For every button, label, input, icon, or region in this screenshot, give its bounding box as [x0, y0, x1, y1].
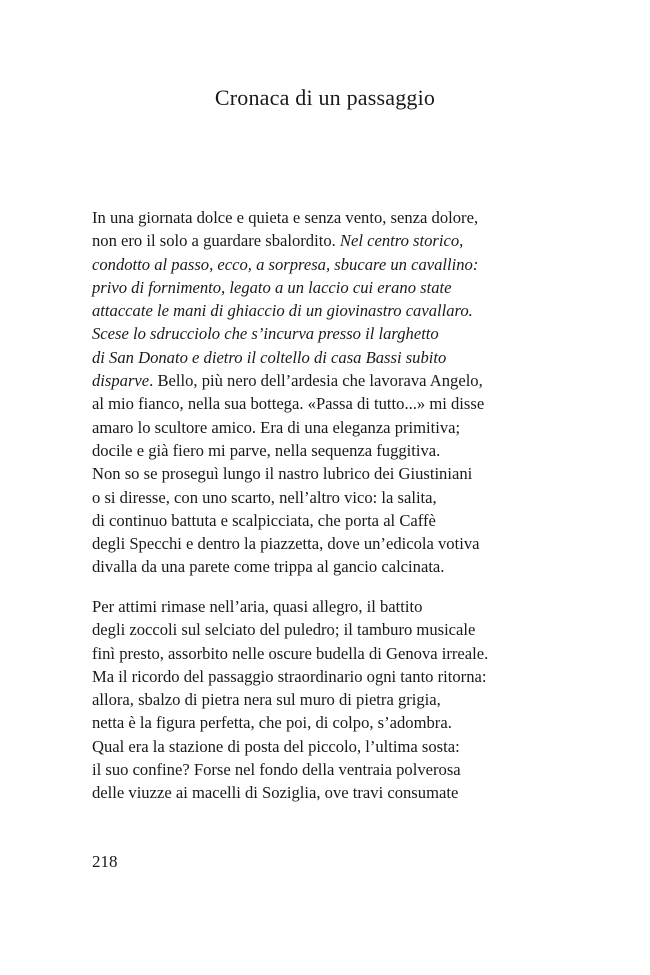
page-title: Cronaca di un passaggio	[214, 85, 436, 110]
poem-line-italic: disparve	[92, 371, 150, 391]
poem-line: netta è la figura perfetta, che poi, di colpo, s’adombra.	[92, 713, 452, 733]
poem-line: Non so se proseguì lungo il nastro lubrico dei Giustiniani	[92, 464, 473, 484]
poem-line: finì presto, assorbito nelle oscure budella di Genova irreale.	[92, 643, 489, 663]
poem-line: divalla da una parete come trippa al gancio calcinata.	[92, 557, 445, 577]
poem-line: Ma il ricordo del passaggio straordinario ogni tanto ritorna:	[92, 666, 487, 686]
poem-line: o si diresse, con uno scarto, nell’altro vico: la salita,	[92, 487, 437, 507]
stanza-2	[92, 595, 562, 805]
poem-line: il suo confine? Forse nel fondo della ventraia polverosa	[92, 760, 461, 780]
poem-line: delle viuzze ai macelli di Soziglia, ove travi consumate	[92, 783, 459, 803]
page-number: 218	[92, 852, 118, 871]
poem-line: al mio fianco, nella sua bottega. «Passa di tutto...» mi disse	[92, 394, 485, 414]
poem-line: degli Specchi e dentro la piazzetta, dove un’edicola votiva	[92, 534, 480, 554]
poem-line-roman: . Bello, più nero dell’ardesia che lavorava Angelo,	[149, 371, 483, 391]
poem-line: Qual era la stazione di posta del piccolo, l’ultima sosta:	[92, 736, 460, 756]
poem-line: attaccate le mani di ghiaccio di un giovinastro cavallaro.	[92, 301, 473, 321]
poem-line: Per attimi rimase nell’aria, quasi allegro, il battito	[92, 597, 423, 616]
poem-line: degli zoccoli sul selciato del puledro; il tamburo musicale	[92, 620, 476, 640]
poem-line	[92, 369, 562, 392]
poem-line: privo di fornimento, legato a un laccio cui erano state	[92, 277, 452, 297]
poem-line: condotto al passo, ecco, a sorpresa, sbucare un cavallino:	[92, 254, 479, 274]
poem-line: allora, sbalzo di pietra nera sul muro di pietra grigia,	[92, 690, 441, 710]
poem-line: In una giornata dolce e quieta e senza vento, senza dolore,	[92, 208, 479, 227]
poem-line-roman: non ero il solo a guardare sbalordito.	[92, 231, 340, 251]
poem-line	[92, 229, 562, 252]
poem-line: Scese lo sdrucciolo che s’incurva presso il larghetto	[92, 324, 439, 344]
poem-line: di San Donato e dietro il coltello di casa Bassi subito	[92, 347, 447, 367]
poem-line-italic: Nel centro storico,	[339, 231, 464, 251]
poem-line: amaro lo scultore amico. Era di una eleganza primitiva;	[92, 417, 461, 437]
stanza-1	[92, 206, 562, 579]
poem-line: docile e già fiero mi parve, nella sequenza fuggitiva.	[92, 440, 441, 460]
poem-line: di continuo battuta e scalpicciata, che porta al Caffè	[92, 510, 436, 530]
